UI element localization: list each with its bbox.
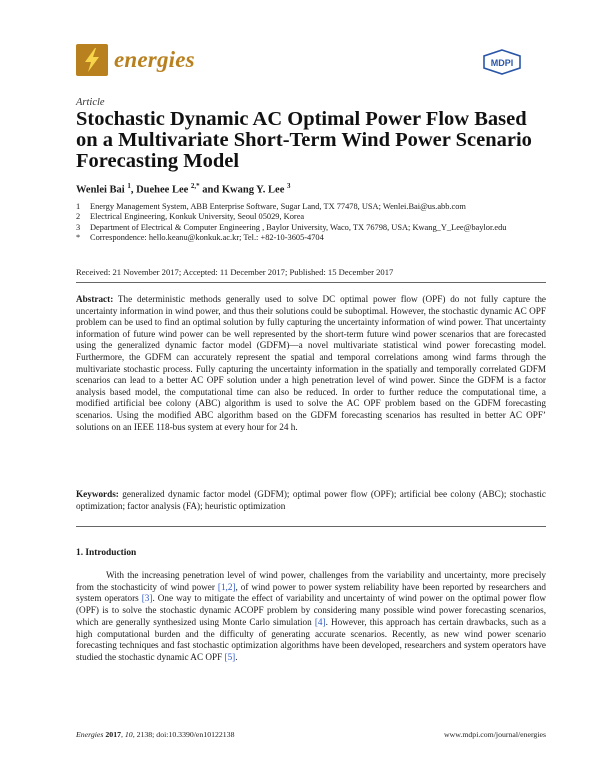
affiliation-item (76, 212, 546, 222)
author-name: Kwang Y. Lee (221, 184, 285, 196)
affiliation-item (76, 223, 546, 233)
citation-link[interactable]: [3] (141, 593, 153, 604)
keywords (76, 489, 546, 512)
footer-doi: , 2138; doi:10.3390/en10122138 (132, 730, 235, 739)
footer-journal: Energies (76, 730, 104, 739)
affiliation-item (76, 202, 546, 212)
footer-year: 2017 (105, 730, 121, 739)
correspondence-text: Correspondence: hello.keanu@konkuk.ac.kr; Tel.: +82-10-3605-4704 (90, 233, 324, 243)
section-heading: 1. Introduction (76, 548, 137, 558)
intro-text: With the increasing penetration level of wind power, challenges from the variability and uncertainty, more precisely from the stochasticity of wind power (76, 570, 546, 592)
abstract-text: The deterministic methods generally used to solve DC optimal power flow (OPF) do not fully capture the uncertainty information in wind power, and thus their solutions could be suboptimal. However, the stochastic dynamic AC OPF problem can be used to find an optimal solution by fully capturing the uncertainty information of wind power. That uncertainty information of future wind power can be well represented by the short-term future wind power scenarios that are forecasted using the generalized dynamic factor model (GDFM)—a novel multivariate statistical wind power forecasting model. Furthermore, the GDFM can accurately represent the spatial and temporal correlations among wind farms through the multivariate stochastic process. Fully capturing the uncertainty information in the spatially and temporally correlated GDFM scenarios can lead to a better AC OPF solution under a high penetration level of wind power. Since the GDFM is a factor analysis based model, the computational time can also be reduced. In order to further reduce the computational time, a modified artificial bee colony (ABC) algorithm is used to solve the AC OPF problem based on the GDFM forecasting scenarios. Using the modified ABC algorithm based on the GDFM forecasting scenarios has resulted in better AC OPF’ solutions on an IEEE 118-bus system at every hour for 24 h. (76, 294, 546, 432)
affiliation-number: 1 (76, 202, 81, 211)
keywords-label: Keywords: (76, 489, 119, 499)
abstract-label: Abstract: (76, 294, 114, 304)
intro-text: , of wind power to power system reliability have been reported by researchers and system operators (76, 581, 546, 604)
affiliation-list (76, 202, 546, 244)
correspondence-item (76, 233, 546, 243)
affiliation-text: Department of Electrical & Computer Engineering , Baylor University, Waco, TX 76798, USA; Kwang_Y_Lee@baylor.edu (90, 222, 507, 232)
author-name: Wenlei Bai (76, 184, 125, 196)
affiliation-text: Energy Management System, ABB Enterprise Software, Sugar Land, TX 77478, USA; Wenlei.Bai@us.abb.com (90, 202, 466, 211)
intro-text: . However, this approach has certain drawbacks, such as a high computational burden and the difficulty of generating accurate scenarios. Recently, as new wind power scenario forecasting techniques and fast stochastic optimization algorithms have been developed, researchers and system operators have studied the stochastic dynamic AC OPF (76, 616, 547, 662)
citation-link[interactable]: [5] (224, 651, 236, 662)
footer-volume: 10 (124, 730, 133, 739)
author-separator: , (130, 184, 137, 196)
article-type-label: Article (76, 97, 105, 108)
citation-link[interactable]: [1,2] (217, 581, 236, 592)
divider-line (76, 526, 546, 527)
keywords-text: generalized dynamic factor model (GDFM); optimal power flow (OPF); artificial bee colony (ABC); stochastic optimization; factor analysis (FA); heuristic optimization (76, 489, 547, 511)
journal-header (76, 44, 526, 84)
affiliation-number: 3 (76, 222, 81, 232)
author-separator: and (199, 184, 222, 196)
mdpi-logo-text: MDPI (490, 58, 514, 68)
mdpi-logo-icon (482, 49, 522, 75)
author-list (76, 182, 291, 196)
divider-line (76, 282, 546, 283)
author-affil-sup: 3 (287, 182, 291, 190)
journal-name: energies (114, 47, 195, 72)
intro-paragraph (76, 570, 546, 664)
footer-journal-url[interactable]: www.mdpi.com/journal/energies (444, 730, 546, 739)
energies-logo-icon (76, 44, 108, 76)
author-affil-sup: 1 (127, 182, 131, 190)
author-name: Duehee Lee (136, 184, 189, 196)
affiliation-number: 2 (76, 212, 81, 222)
intro-text: . (235, 651, 238, 662)
intro-text: . One way to mitigate the effect of variability and uncertainty of wind power on the optimal power flow (OPF) is to solve the stochastic dynamic ACOPF problem by considering many possible wind power forecasting scenarios, which are generally synthesized using Monte Carlo simulation (76, 593, 546, 627)
affiliation-text: Electrical Engineering, Konkuk University, Seoul 05029, Korea (90, 212, 305, 222)
article-title: Stochastic Dynamic AC Optimal Power Flow Based on a Multivariate Short-Term Wind Power Scenario Forecasting Model (76, 108, 532, 172)
publication-dates: Received: 21 November 2017; Accepted: 11 December 2017; Published: 15 December 2017 (76, 267, 394, 277)
affiliation-number: * (76, 233, 81, 243)
footer-citation: Energies 2017, 10, 2138; doi:10.3390/en10122138 (76, 730, 235, 739)
author-affil-sup: 2,* (190, 182, 200, 190)
citation-link[interactable]: [4] (314, 616, 326, 627)
abstract (76, 294, 546, 433)
